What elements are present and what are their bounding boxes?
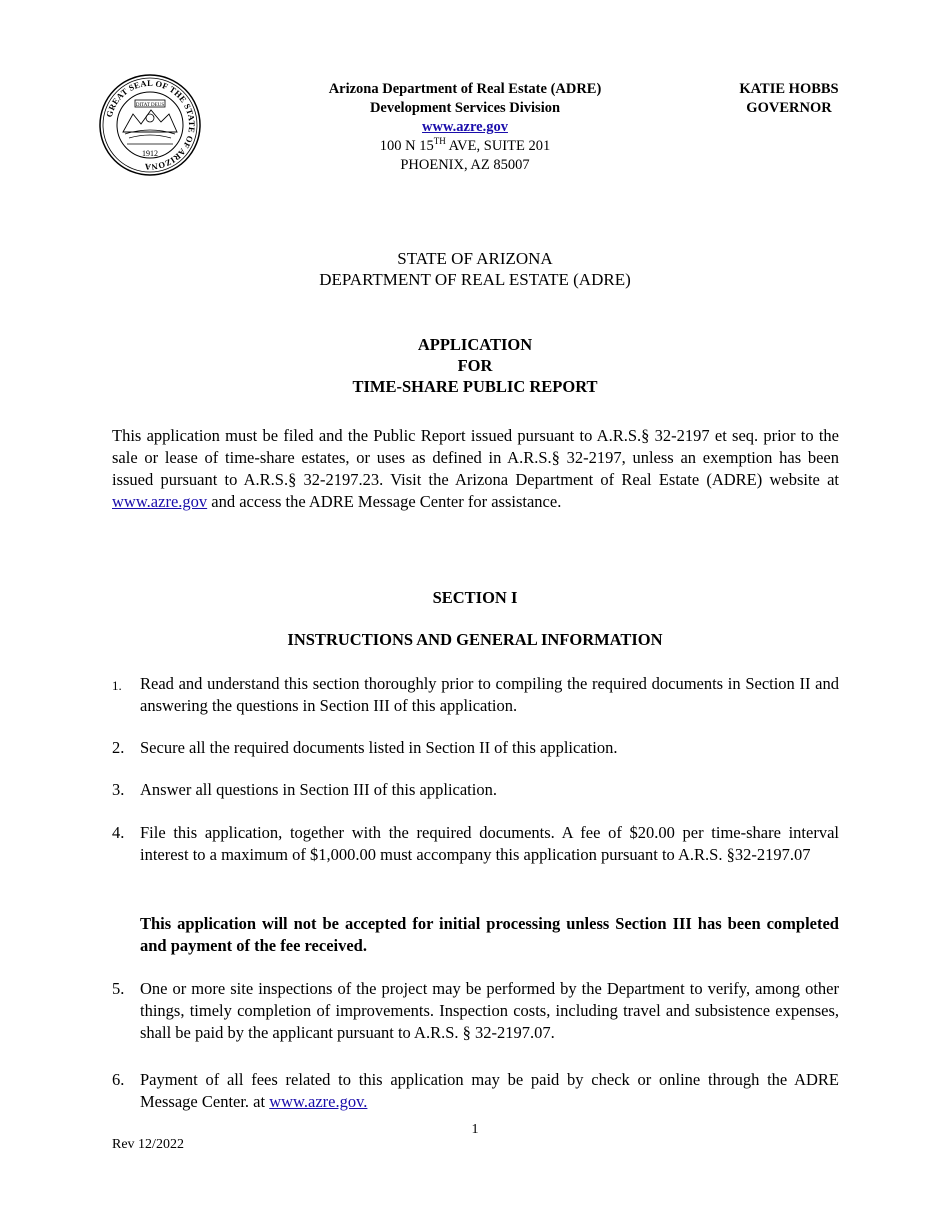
address-line: 100 N 15TH AVE, SUITE 201	[379, 136, 551, 154]
department-name: DEPARTMENT OF REAL ESTATE (ADRE)	[319, 270, 631, 289]
address-superscript: TH	[433, 136, 446, 146]
title-line-1: APPLICATION	[417, 335, 533, 354]
seal-motto: DITAT DEUS	[135, 103, 165, 108]
division-name: Development Services Division	[369, 100, 561, 116]
seal-ring-text: GREAT SEAL OF THE STATE OF ARIZONA	[103, 77, 198, 173]
city-line: PHOENIX, AZ 85007	[400, 157, 530, 173]
section-title: SECTION I	[432, 588, 518, 607]
governor-title: GOVERNOR	[746, 100, 832, 116]
list-item: 1. Read and understand this section thoroughly prior to compiling the required documents in Section II and answering the questions in Section III of this application.	[112, 674, 839, 715]
payment-website-link[interactable]: www.azre.gov.	[269, 1092, 368, 1111]
intro-website-link[interactable]: www.azre.gov	[112, 492, 208, 511]
title-line-2: FOR	[457, 356, 493, 375]
list-item: 5. One or more site inspections of the project may be performed by the Department to verify, among other things, timely completion of improvements. Inspection costs, including travel and subsistence expenses, shall be paid by the applicant pursuant to A.R.S. § 32-2197.07.	[112, 979, 839, 1042]
page-number: 1	[471, 1122, 479, 1137]
arizona-state-seal	[99, 74, 201, 176]
list-item: 6. Payment of all fees related to this application may be paid by check or online through the ADRE Message Center. at www.azre.gov.	[112, 1070, 839, 1111]
section-subtitle: INSTRUCTIONS AND GENERAL INFORMATION	[287, 630, 663, 649]
application-title	[200, 334, 750, 397]
seal-year: 1912	[142, 149, 158, 158]
processing-notice: This application will not be accepted for initial processing unless Section III has been completed and payment of the fee received.	[140, 914, 839, 955]
list-item: 2. Secure all the required documents listed in Section II of this application.	[112, 738, 618, 757]
agency-name: Arizona Department of Real Estate (ADRE)	[328, 81, 602, 97]
agency-header	[300, 80, 630, 175]
intro-paragraph: This application must be filed and the Public Report issued pursuant to A.R.S.§ 32-2197 et seq. prior to the sale or lease of time-share estates, or uses as defined in A.R.S.§ 32-2197, unless an exemption has been issued pursuant to A.R.S.§ 32-2197.23. Visit the Arizona Department of Real Estate (ADRE) website at www.azre.gov and access the ADRE Message Center for assistance.	[112, 426, 839, 511]
title-line-3: TIME-SHARE PUBLIC REPORT	[352, 377, 598, 396]
website-link[interactable]: www.azre.gov	[422, 119, 508, 135]
state-heading	[200, 248, 750, 290]
list-item: 3. Answer all questions in Section III of this application.	[112, 780, 497, 799]
governor-name: KATIE HOBBS	[739, 81, 839, 97]
revision-date: Rev 12/2022	[112, 1137, 184, 1152]
governor-block	[722, 80, 856, 118]
list-item: 4. File this application, together with the required documents. A fee of $20.00 per time-share interval interest to a maximum of $1,000.00 must accompany this application pursuant to A.R.S. §32-2197.07	[112, 823, 839, 864]
state-name: STATE OF ARIZONA	[397, 249, 553, 268]
